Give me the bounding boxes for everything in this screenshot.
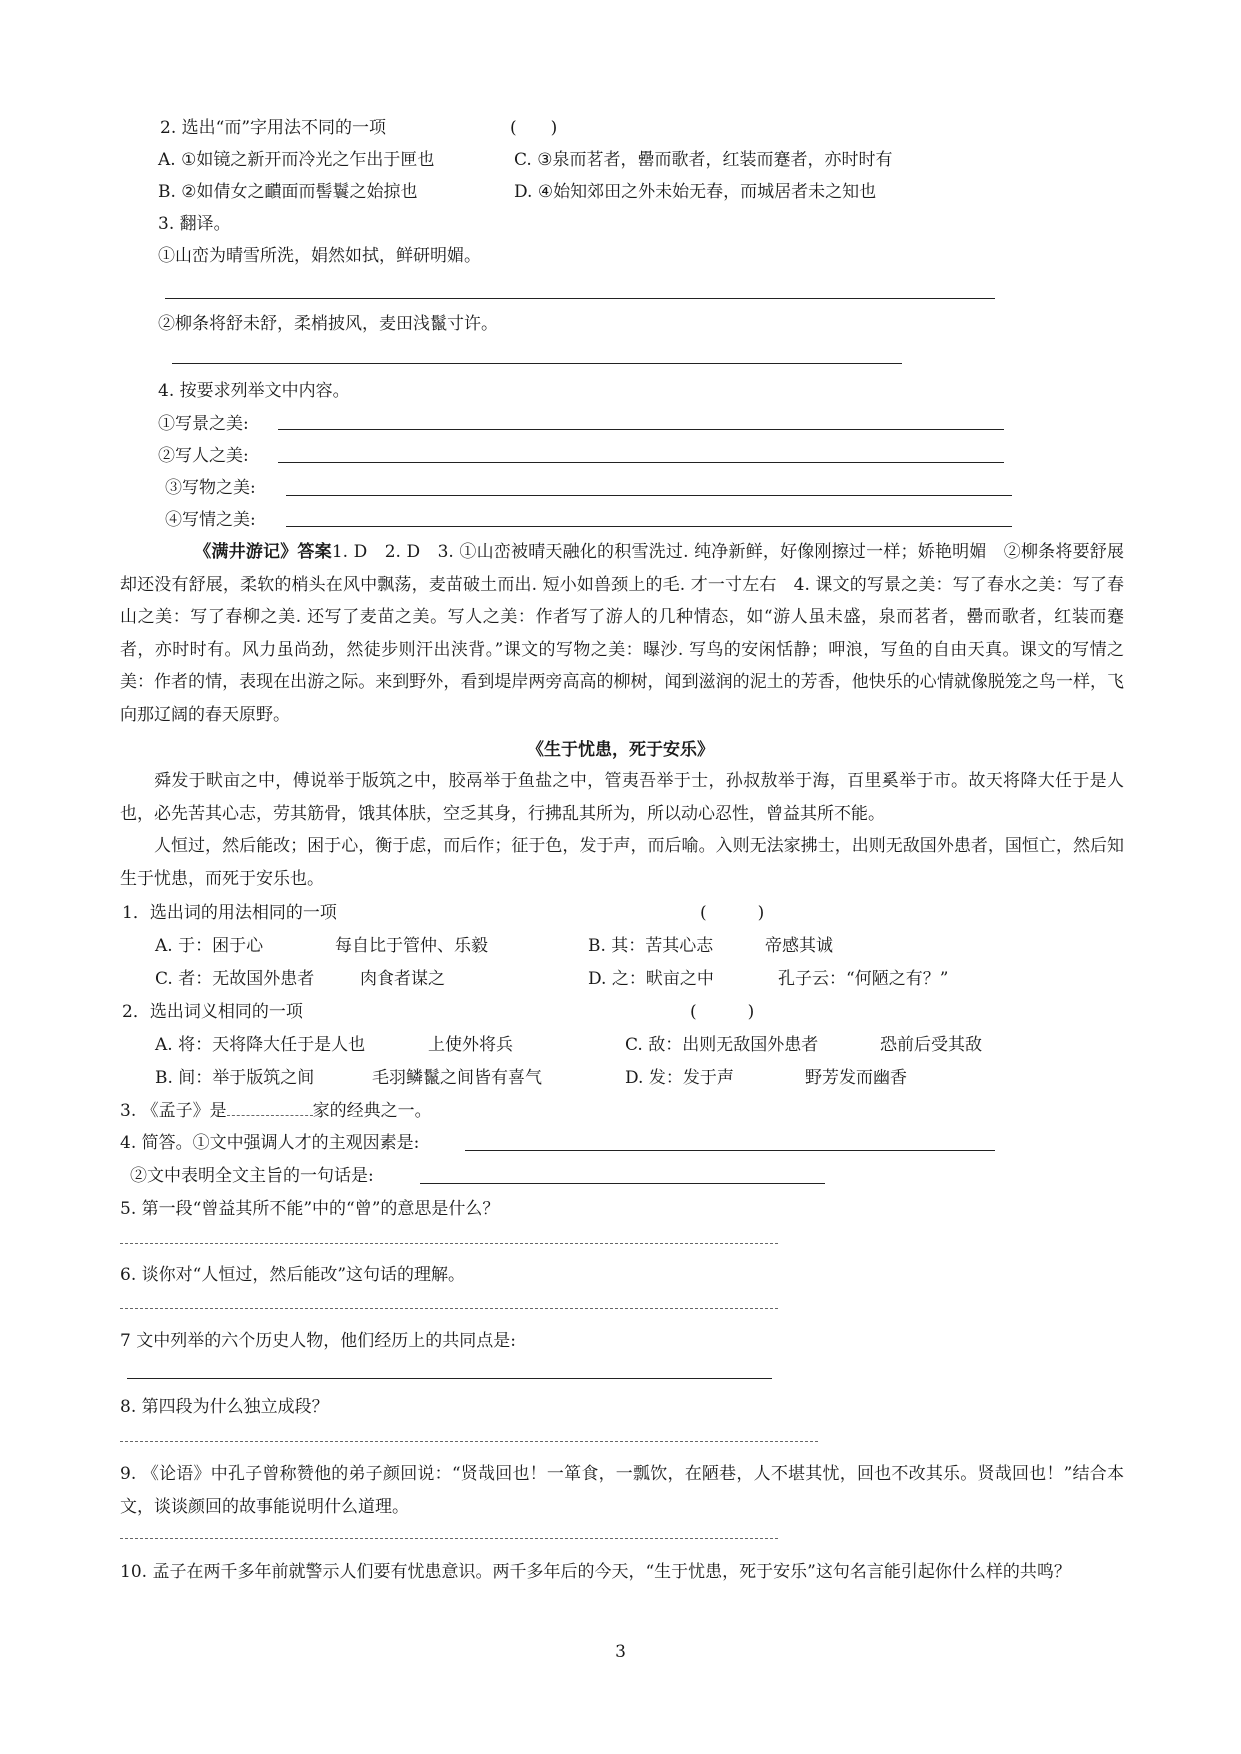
s2-q10: 10. 孟子在两千多年前就警示人们要有忧患意识。两千多年后的今天，“生于忧患，死于安乐”这句名言能引起你什么样的共鸣？ (120, 1562, 1071, 1582)
answer-line (127, 1378, 772, 1379)
s2-q5: 5. 第一段“曾益其所不能”中的“曾”的意思是什么？ (120, 1199, 500, 1219)
q4-item-2: ②写人之美: (158, 446, 249, 466)
answer-line (286, 526, 1012, 527)
s2-q1-d2: 孔子云：“何陋之有？” (778, 969, 949, 989)
q2-stem: 2. 选出“而”字用法不同的一项 (160, 118, 387, 138)
q4-item-1: ①写景之美: (158, 414, 249, 434)
q2-option-a: A. ①如镜之新开而冷光之乍出于匣也 (158, 150, 435, 170)
s2-q2-paren: ( ) (690, 1002, 755, 1022)
answer-line (465, 1150, 995, 1151)
q3-item-1: ①山峦为晴雪所洗，娟然如拭，鲜研明媚。 (158, 246, 481, 266)
fill-blank (227, 1100, 313, 1116)
q2-paren: ( ) (510, 118, 558, 138)
s2-q2-d1: D. 发：发于声 (625, 1068, 734, 1088)
s2-q1-b1: B. 其：苦其心志 (588, 936, 714, 956)
q2-option-d: D. ④始知郊田之外未始无春，而城居者未之知也 (514, 182, 877, 202)
answer-line (278, 429, 1004, 430)
passage-paragraph-1: 舜发于畎亩之中，傅说举于版筑之中，胶鬲举于鱼盐之中，管夷吾举于士，孙叔敖举于海，百里奚举于市。故天将降大任于是人也，必先苦其心志，劳其筋骨，饿其体肤，空乏其身，行拂乱其所为，所以动心忍性，曾益其所不能。 (120, 771, 1124, 824)
answer-line (120, 1243, 778, 1244)
s2-q2-stem: 2．选出词义相同的一项 (122, 1002, 303, 1022)
answer-line (120, 1441, 818, 1442)
s2-q3: 3. 《孟子》是 家的经典之一。 (120, 1101, 432, 1121)
answer-line (165, 298, 995, 299)
q4-stem: 4. 按要求列举文中内容。 (158, 381, 350, 401)
s2-q1-a1: A. 于：困于心 (155, 936, 264, 956)
s2-q9: 9. 《论语》中孔子曾称赞他的弟子颜回说：“贤哉回也！一箪食，一瓢饮，在陋巷，人不堪其忧，回也不改其乐。贤哉回也！”结合本文，谈谈颜回的故事能说明什么道理。 (120, 1464, 1124, 1517)
s2-q2-a1: A. 将：天将降大任于是人也 (155, 1035, 366, 1055)
s2-q7: 7 文中列举的六个历史人物，他们经历上的共同点是: (120, 1331, 516, 1351)
s2-q4-stem: 4. 简答。①文中强调人才的主观因素是: (120, 1133, 420, 1153)
q3-stem: 3. 翻译。 (158, 214, 231, 234)
s2-q2-b1: B. 间：举于版筑之间 (155, 1068, 315, 1088)
answer-text: 1. D 2. D 3. ①山峦被晴天融化的积雪洗过. 纯净新鲜，好像刚擦过一样；娇艳明媚 ②柳条将要舒展却还没有舒展，柔软的梢头在风中飘荡，麦苗破土而出. 短小如兽颈上的毛. 才一寸左右 4. 课文的写景之美：写了春水之美：写了春山之美：写了春柳之美. 还写了麦苗之美。写人之美：作者写了游人的几种情态，如“游人虽未盛，泉而茗者，罍而歌者，红装而蹇者，亦时时有。风力虽尚劲，然徒步则汗出浃背。”课文的写物之美：曝沙. 写鸟的安闲恬静；呷浪，写鱼的自由天真。课文的写情之美：作者的情，表现在出游之际。来到野外，看到堤岸两旁高高的柳树，闻到滋润的泥土的芳香，他快乐的心情就像脱笼之鸟一样，飞向那辽阔的春天原野。 (120, 542, 1124, 725)
s2-q2-a2: 上使外将兵 (428, 1035, 513, 1055)
s2-q1-d1: D. 之：畎亩之中 (588, 969, 714, 989)
passage-paragraph-2: 人恒过，然后能改；困于心，衡于虑，而后作；征于色，发于声，而后喻。入则无法家拂士，出则无敌国外患者，国恒亡，然后知生于忧患，而死于安乐也。 (120, 836, 1124, 889)
answer-line (286, 495, 1012, 496)
s2-q1-paren: ( ) (700, 903, 765, 923)
q3-item-2: ②柳条将舒未舒，柔梢披风，麦田浅鬣寸许。 (158, 314, 498, 334)
s2-q1-b2: 帝感其诚 (765, 936, 833, 956)
s2-q2-c1: C. 敌：出则无敌国外患者 (625, 1035, 819, 1055)
section-title: 《生于忧患，死于安乐》 (527, 740, 714, 760)
q2-option-c: C. ③泉而茗者，罍而歌者，红装而蹇者，亦时时有 (514, 150, 893, 170)
s2-q1-c1: C. 者：无故国外患者 (155, 969, 315, 989)
answer-key (120, 536, 1124, 731)
s2-q2-b2: 毛羽鳞鬣之间皆有喜气 (372, 1068, 542, 1088)
s2-q1-stem: 1．选出词的用法相同的一项 (122, 903, 337, 923)
s2-q2-c2: 恐前后受其敌 (880, 1035, 982, 1055)
answer-title: 《满井游记》答案 (194, 542, 332, 562)
answer-line (120, 1308, 778, 1309)
page-number: 3 (615, 1642, 626, 1662)
answer-line (120, 1538, 778, 1539)
s2-q8: 8. 第四段为什么独立成段？ (120, 1397, 329, 1417)
q2-option-b: B. ②如倩女之靧面而髻鬟之始掠也 (158, 182, 418, 202)
s2-q2-d2: 野芳发而幽香 (805, 1068, 907, 1088)
answer-line (172, 363, 902, 364)
s2-q1-a2: 每自比于管仲、乐毅 (335, 936, 488, 956)
q4-item-4: ④写情之美: (165, 510, 256, 530)
s2-q4-item-2: ②文中表明全文主旨的一句话是: (130, 1166, 374, 1186)
s2-q6: 6. 谈你对“人恒过，然后能改”这句话的理解。 (120, 1265, 466, 1285)
answer-line (278, 462, 1004, 463)
answer-line (420, 1183, 825, 1184)
q4-item-3: ③写物之美: (165, 478, 256, 498)
s2-q1-c2: 肉食者谋之 (360, 969, 445, 989)
